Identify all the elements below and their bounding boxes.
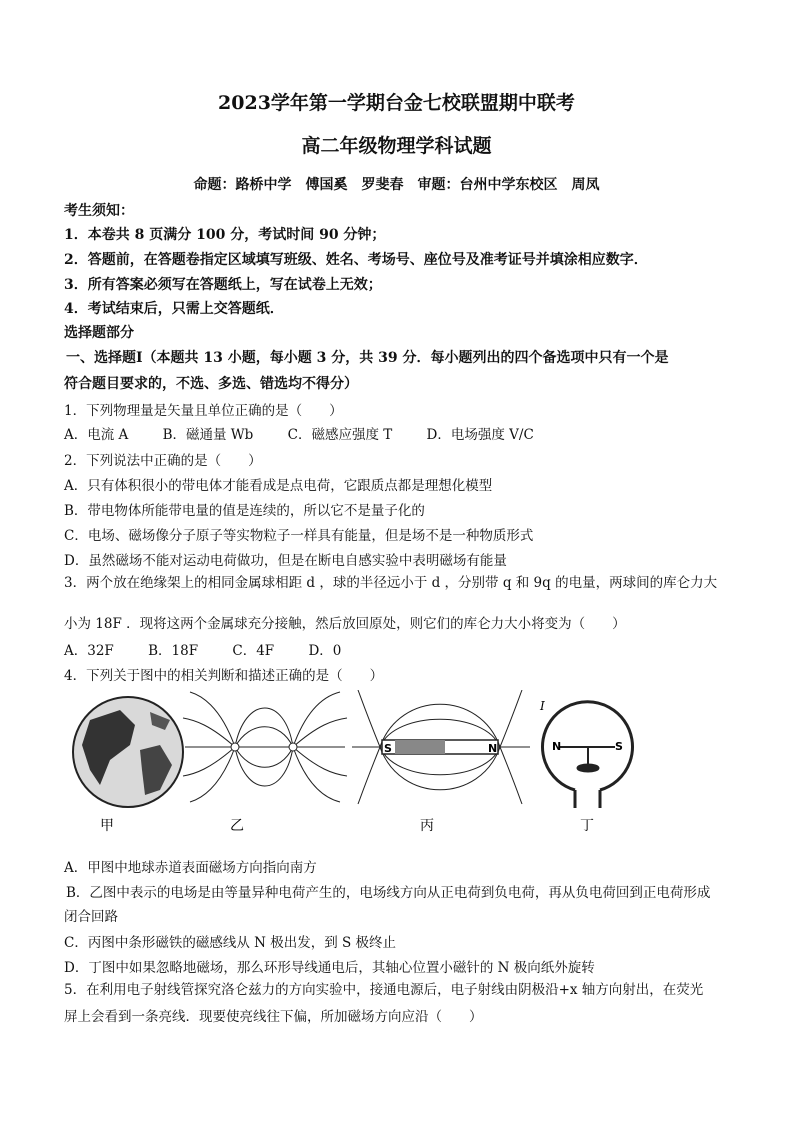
exam-authors: 命题：路桥中学 傅国奚 罗斐春 审题：台州中学东校区 周凤 bbox=[193, 177, 600, 193]
q5-stem-1: 5．在利用电子射线管探究洛仑兹力的方向实验中，接通电源后，电子射线由阴极沿+x 轴方向射出，在荧光 bbox=[64, 982, 704, 998]
q3-option-b: B．18F bbox=[148, 643, 199, 659]
section-part: 选择题部分 bbox=[64, 325, 134, 341]
earth-globe-image bbox=[73, 697, 183, 807]
fig-label-jia: 甲 bbox=[100, 818, 114, 834]
notice-heading: 考生须知： bbox=[64, 203, 134, 219]
fig-label-ding: 丁 bbox=[580, 818, 594, 834]
needle-n-label: N bbox=[552, 740, 562, 753]
notice-item: 4．考试结束后，只需上交答题纸． bbox=[64, 301, 284, 317]
q3-option-c: C．4F bbox=[232, 643, 275, 659]
q1-option-a: A．电流 A bbox=[64, 427, 129, 443]
q2-option-c: C．电场、磁场像分子原子等实物粒子一样具有能量，但是场不是一种物质形式 bbox=[64, 528, 534, 544]
q4-option-b: B．乙图中表示的电场是由等量异种电荷产生的，电场线方向从正电荷到负电荷，再从负电荷回到正电荷形成 bbox=[66, 885, 711, 901]
q1-option-d: D．电场强度 V/C bbox=[426, 427, 534, 443]
q1-option-b: B．磁通量 Wb bbox=[162, 427, 254, 443]
notice-item: 3．所有答案必须写在答题纸上，写在试卷上无效； bbox=[64, 277, 382, 293]
two-charge-field-diagram bbox=[183, 692, 347, 802]
exam-title: 2023学年第一学期台金七校联盟期中联考 bbox=[218, 92, 575, 114]
q2-option-a: A．只有体积很小的带电体才能看成是点电荷，它跟质点都是理想化模型 bbox=[64, 478, 493, 494]
exam-subtitle: 高二年级物理学科试题 bbox=[301, 135, 492, 157]
q4-stem: 4．下列关于图中的相关判断和描述正确的是（ ） bbox=[64, 668, 384, 684]
magnet-n-label: N bbox=[488, 742, 498, 755]
q3-option-a: A．32F bbox=[64, 643, 114, 659]
q4-option-c: C．丙图中条形磁铁的磁感线从 N 极出发，到 S 极终止 bbox=[64, 935, 397, 951]
q3-stem-1: 3．两个放在绝缘架上的相同金属球相距 d ，球的半径远小于 d ，分别带 q 和 9q 的电量，两球间的库仑力大 bbox=[64, 575, 718, 591]
q4-option-d: D．丁图中如果忽略地磁场，那么环形导线通电后，其轴心位置小磁针的 N 极向纸外旋转 bbox=[64, 960, 595, 976]
fig-label-bing: 丙 bbox=[420, 818, 434, 834]
q2-stem: 2．下列说法中正确的是（ ） bbox=[64, 453, 262, 469]
magnet-s-label: S bbox=[384, 742, 392, 755]
q1-option-c: C．磁感应强度 T bbox=[287, 427, 393, 443]
q5-stem-2: 屏上会看到一条亮线．现要使亮线往下偏，所加磁场方向应沿（ ） bbox=[64, 1009, 483, 1025]
q4-option-b-cont: 闭合回路 bbox=[64, 909, 118, 925]
q3-option-d: D．0 bbox=[308, 643, 342, 659]
q3-options bbox=[64, 639, 371, 659]
needle-s-label: S bbox=[615, 740, 623, 753]
q3-stem-2: 小为 18F ．现将这两个金属球充分接触，然后放回原处，则它们的库仑力大小将变为（ ） bbox=[64, 616, 626, 632]
section-heading-1: 一、选择题Ⅰ（本题共 13 小题，每小题 3 分，共 39 分．每小题列出的四个备选项中只有一个是 bbox=[66, 350, 669, 366]
q4-option-a: A．甲图中地球赤道表面磁场方向指向南方 bbox=[64, 860, 317, 876]
current-label: I bbox=[540, 699, 545, 713]
notice-item: 1．本卷共 8 页满分 100 分，考试时间 90 分钟； bbox=[64, 227, 386, 243]
q4-figure bbox=[60, 690, 750, 840]
q2-option-d: D．虽然磁场不能对运动电荷做功，但是在断电自感实验中表明磁场有能量 bbox=[64, 553, 507, 569]
ring-current-needle-diagram bbox=[543, 702, 633, 808]
section-heading-2: 符合题目要求的，不选、多选、错选均不得分） bbox=[64, 376, 358, 392]
fig-label-yi: 乙 bbox=[230, 818, 244, 834]
q2-option-b: B．带电物体所能带电量的值是连续的，所以它不是量子化的 bbox=[64, 503, 425, 519]
notice-item: 2．答题前，在答题卷指定区域填写班级、姓名、考场号、座位号及准考证号并填涂相应数字． bbox=[64, 252, 648, 268]
bar-magnet-field-diagram bbox=[352, 690, 530, 804]
q1-options bbox=[64, 423, 564, 443]
q1-stem: 1．下列物理量是矢量且单位正确的是（ ） bbox=[64, 403, 343, 419]
